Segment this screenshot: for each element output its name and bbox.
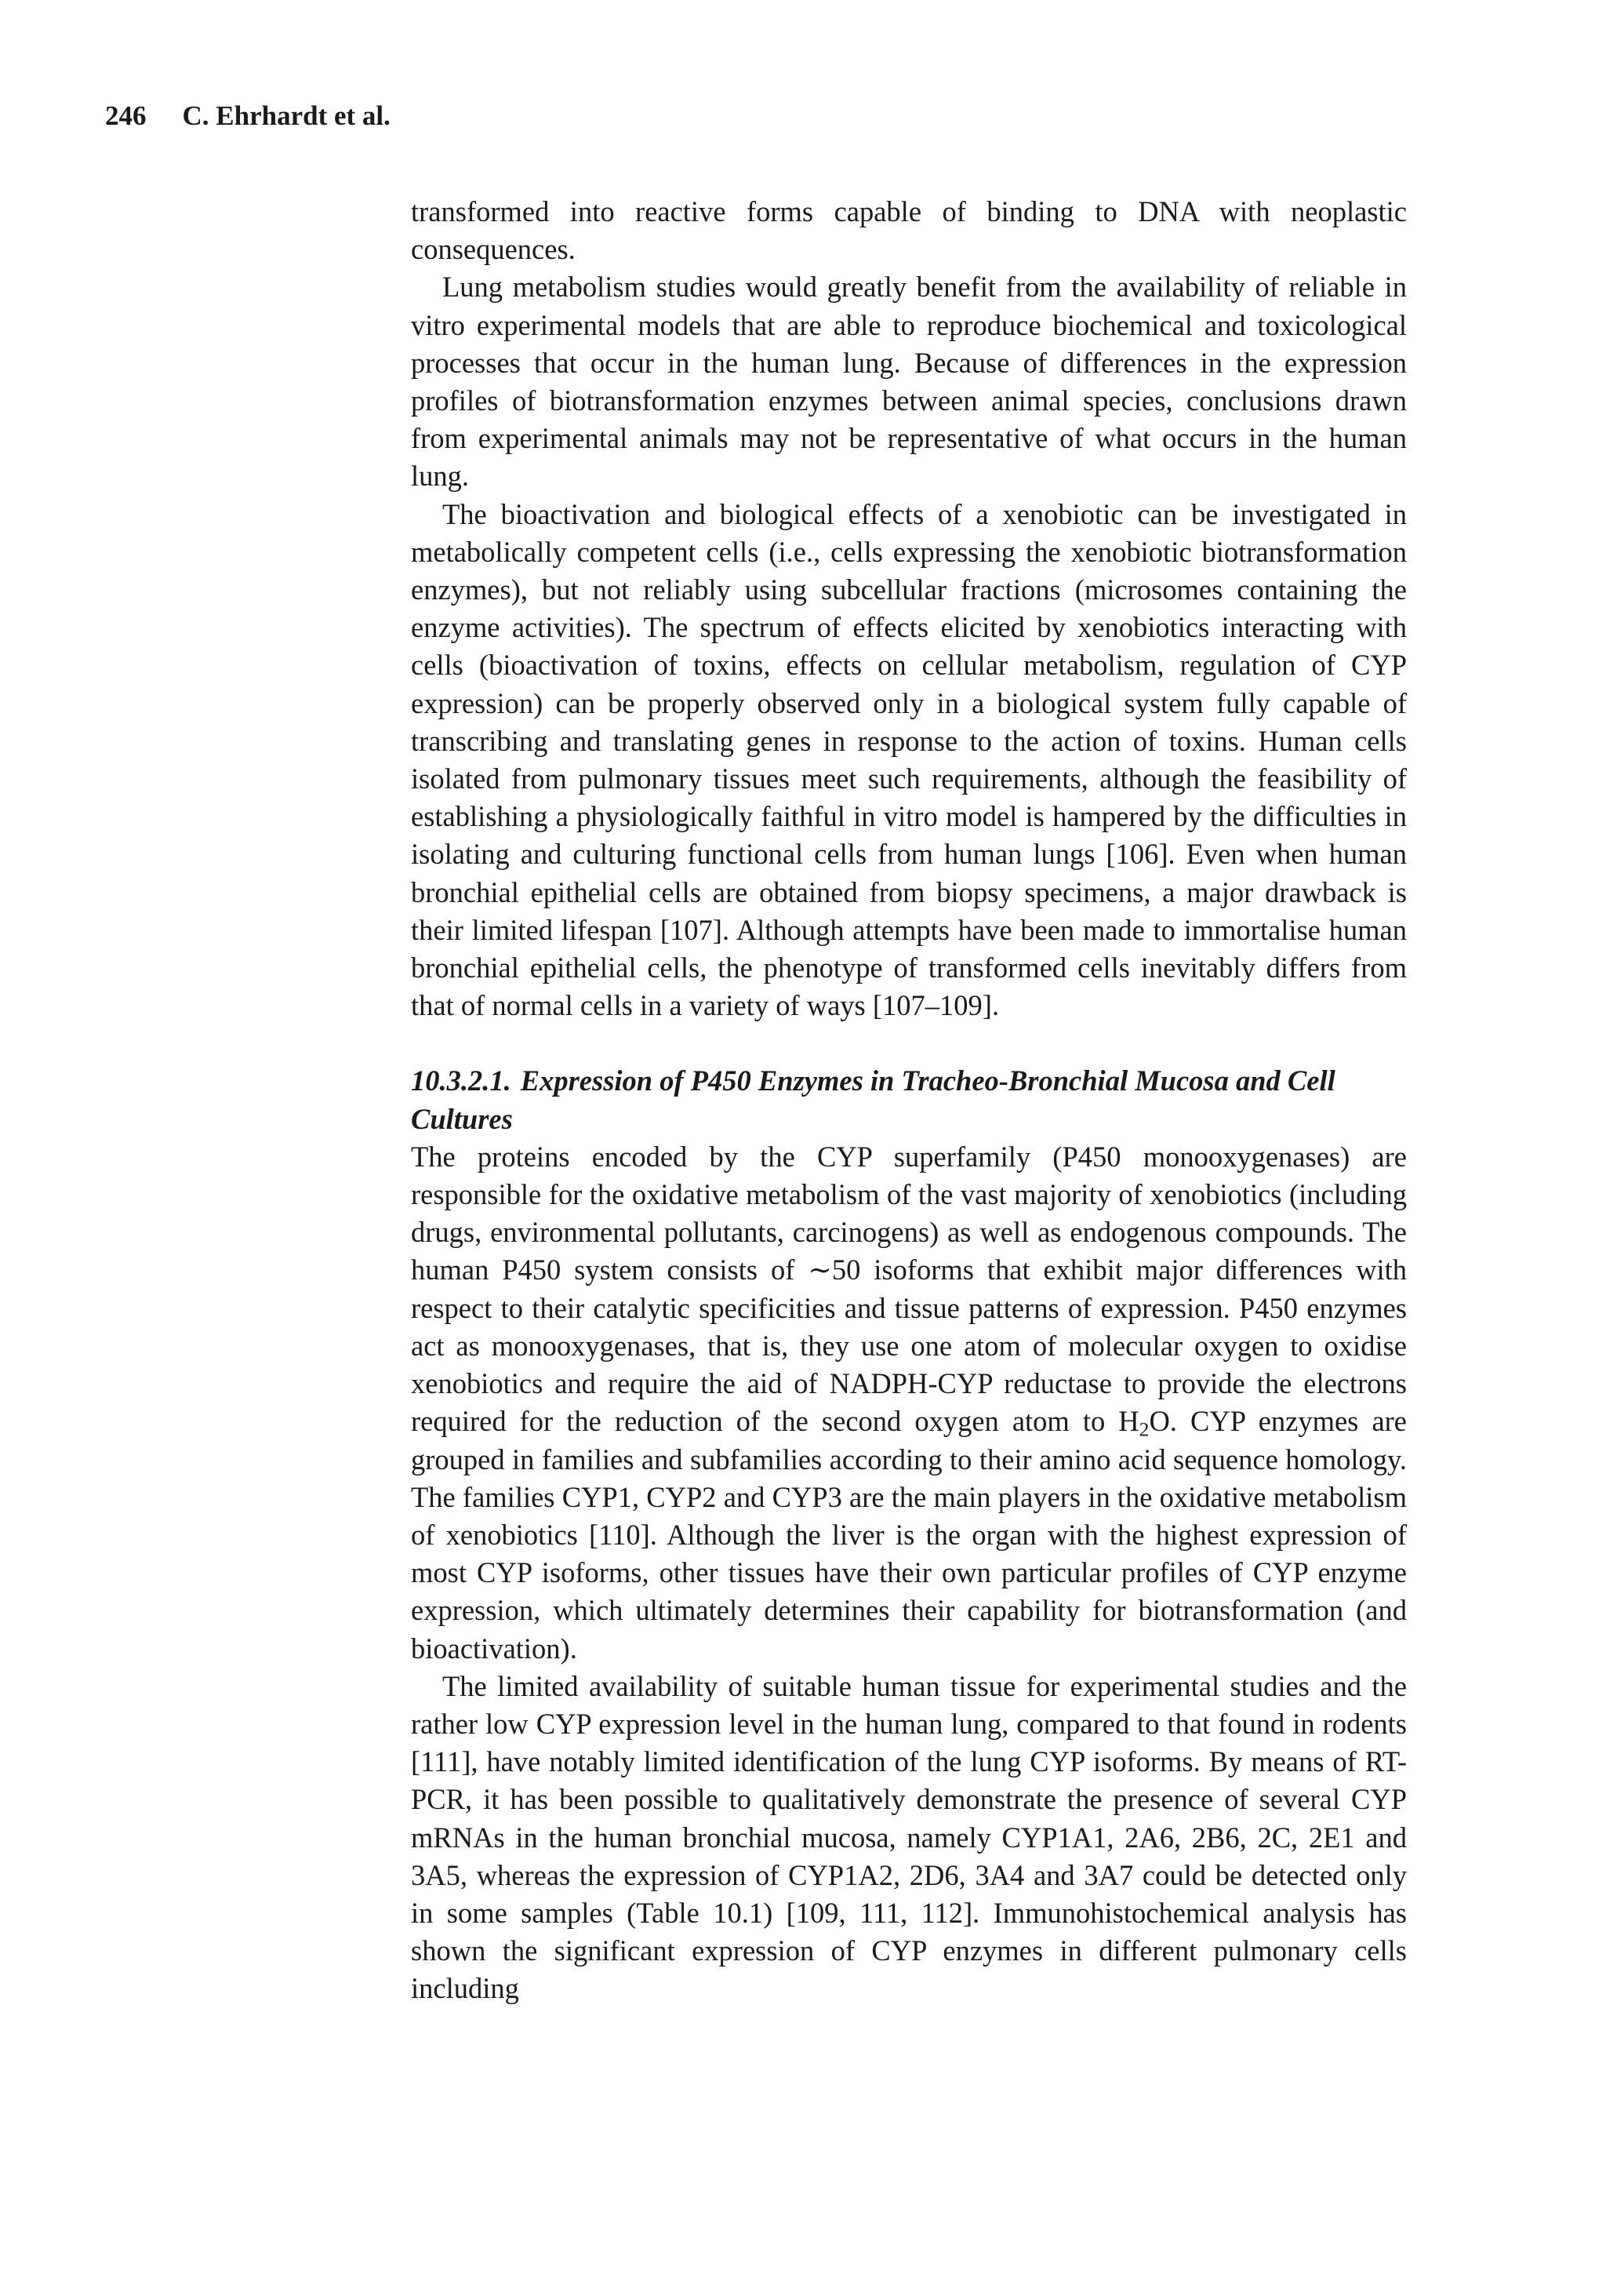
paragraph-lung-metabolism: Lung metabolism studies would greatly benefit from the availability of reliable in vitro experimental models that are able to reproduce biochemical and toxicological processes that occur in the human lung. Because of differences in the expression profiles of biotransformation enzymes between animal species, conclusions drawn from experimental animals may not be representative of what occurs in the human lung. (411, 271, 1407, 493)
running-head-authors: C. Ehrhardt et al. (182, 100, 391, 131)
running-header (105, 100, 391, 132)
paragraph-limited-availability: The limited availability of suitable human tissue for experimental studies and the rather low CYP expression level in the human lung, compared to that found in rodents [111], have notably limited identification of the lung CYP isoforms. By means of RT-PCR, it has been possible to qualitatively demonstrate the presence of several CYP mRNAs in the human bronchial mucosa, namely CYP1A1, 2A6, 2B6, 2C, 2E1 and 3A5, whereas the expression of CYP1A2, 2D6, 3A4 and 3A7 could be detected only in some samples (Table 10.1) [109, 111, 112]. Immunohistochemical analysis has shown the significant expression of CYP enzymes in different pulmonary cells including (411, 1669, 1407, 2005)
section-title: Expression of P450 Enzymes in Tracheo-Bronchial Mucosa and Cell Cultures (411, 1064, 1335, 1135)
section-heading (411, 1062, 1407, 1137)
paragraph-text-part: O. CYP enzymes are grouped in families and subfamilies according to their amino acid sequence homology. The families CYP1, CYP2 and CYP3 are the main players in the oxidative metabolism of xenobiotics [110]. Although the liver is the organ with the highest expression of most CYP isoforms, other tissues have their own particular profiles of CYP enzyme expression, which ultimately determines their capability for biotransformation (and bioactivation). (411, 1405, 1408, 1665)
paragraph-text-part: The proteins encoded by the CYP superfamily (P450 monooxygenases) are responsible for the oxidative metabolism of the vast majority of xenobiotics (including drugs, environmental pollutants, carcinogens) as well as endogenous compounds. The human P450 system consists of ∼50 isoforms that exhibit major differences with respect to their catalytic specificities and tissue patterns of expression. P450 enzymes act as monooxygenases, that is, they use one atom of molecular oxygen to oxidise xenobiotics and require the aid of NADPH-CYP reductase to provide the electrons required for the reduction of the second oxygen atom to H (411, 1140, 1407, 1438)
paragraph-continuation: transformed into reactive forms capable of binding to DNA with neoplastic consequences. (411, 195, 1407, 266)
paragraph-cyp-superfamily (411, 1138, 1407, 1668)
body-text-column (411, 193, 1407, 2008)
paragraph-bioactivation: The bioactivation and biological effects of a xenobiotic can be investigated in metabolically competent cells (i.e., cells expressing the xenobiotic biotransformation enzymes), but not reliably using subcellular fractions (microsomes containing the enzyme activities). The spectrum of effects elicited by xenobiotics interacting with cells (bioactivation of toxins, effects on cellular metabolism, regulation of CYP expression) can be properly observed only in a biological system fully capable of transcribing and translating genes in response to the action of toxins. Human cells isolated from pulmonary tissues meet such requirements, although the feasibility of establishing a physiologically faithful in vitro model is hampered by the difficulties in isolating and culturing functional cells from human lungs [106]. Even when human bronchial epithelial cells are obtained from biopsy specimens, a major drawback is their limited lifespan [107]. Although attempts have been made to immortalise human bronchial epithelial cells, the phenotype of transformed cells inevitably differs from that of normal cells in a variety of ways [107–109]. (411, 497, 1407, 1022)
page-number: 246 (105, 100, 147, 131)
section-number: 10.3.2.1. (411, 1064, 511, 1097)
subscript-2: 2 (1139, 1417, 1150, 1441)
